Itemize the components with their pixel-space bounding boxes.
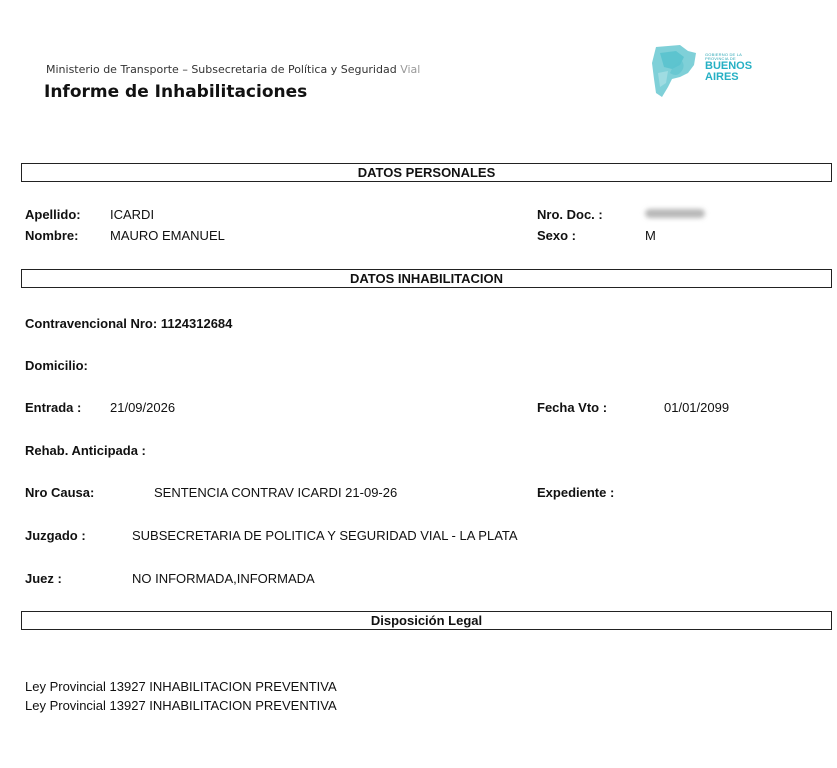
province-map-icon xyxy=(650,43,700,103)
logo-name-line-2: AIRES xyxy=(705,71,739,83)
sexo-label: Sexo : xyxy=(537,228,577,243)
page-title: Informe de Inhabilitaciones xyxy=(44,82,308,102)
nombre-label: Nombre: xyxy=(25,228,79,243)
buenos-aires-logo xyxy=(650,43,830,113)
juzgado-value: SUBSECRETARIA DE POLITICA Y SEGURIDAD VIAL - LA PLATA xyxy=(132,528,518,543)
contravencional-row xyxy=(25,316,232,331)
sexo-value: M xyxy=(645,228,656,243)
entrada-label: Entrada : xyxy=(25,400,82,415)
section-legal-header: Disposición Legal xyxy=(21,611,832,630)
nombre-value: MAURO EMANUEL xyxy=(110,228,225,243)
logo-small-line-2: PROVINCIA DE xyxy=(705,56,736,61)
juzgado-label: Juzgado : xyxy=(25,528,86,543)
section-inhabilitacion-header: DATOS INHABILITACION xyxy=(21,269,832,288)
expediente-label: Expediente : xyxy=(537,485,615,500)
rehab-label: Rehab. Anticipada : xyxy=(25,443,146,458)
contravencional-value: 1124312684 xyxy=(160,316,233,331)
juez-label: Juez : xyxy=(25,571,62,586)
juez-value: NO INFORMADA,INFORMADA xyxy=(132,571,315,586)
ministry-text: Ministerio de Transporte – Subsecretaria de Política y Seguridad xyxy=(46,63,397,76)
ministry-text-tail: Vial xyxy=(400,63,421,76)
apellido-label: Apellido: xyxy=(25,207,81,222)
fecha-vto-label: Fecha Vto : xyxy=(537,400,608,415)
logo-name-line-1: BUENOS xyxy=(705,60,753,72)
section-personal-header: DATOS PERSONALES xyxy=(21,163,832,182)
domicilio-label: Domicilio: xyxy=(25,358,88,373)
fecha-vto-value: 01/01/2099 xyxy=(664,400,730,415)
logo-text xyxy=(705,53,752,83)
legal-line: Ley Provincial 13927 INHABILITACION PREVENTIVA xyxy=(25,679,337,694)
doc-value-redacted xyxy=(645,209,705,218)
doc-label: Nro. Doc. : xyxy=(537,207,603,222)
entrada-value: 21/09/2026 xyxy=(110,400,176,415)
apellido-value: ICARDI xyxy=(110,207,155,222)
contravencional-label: Contravencional Nro: xyxy=(25,316,158,331)
causa-label: Nro Causa: xyxy=(25,485,95,500)
logo-small-line-1: GOBIERNO DE LA xyxy=(705,52,743,57)
causa-value: SENTENCIA CONTRAV ICARDI 21-09-26 xyxy=(154,485,398,500)
ministry-line xyxy=(46,63,420,76)
legal-line: Ley Provincial 13927 INHABILITACION PREVENTIVA xyxy=(25,698,337,713)
